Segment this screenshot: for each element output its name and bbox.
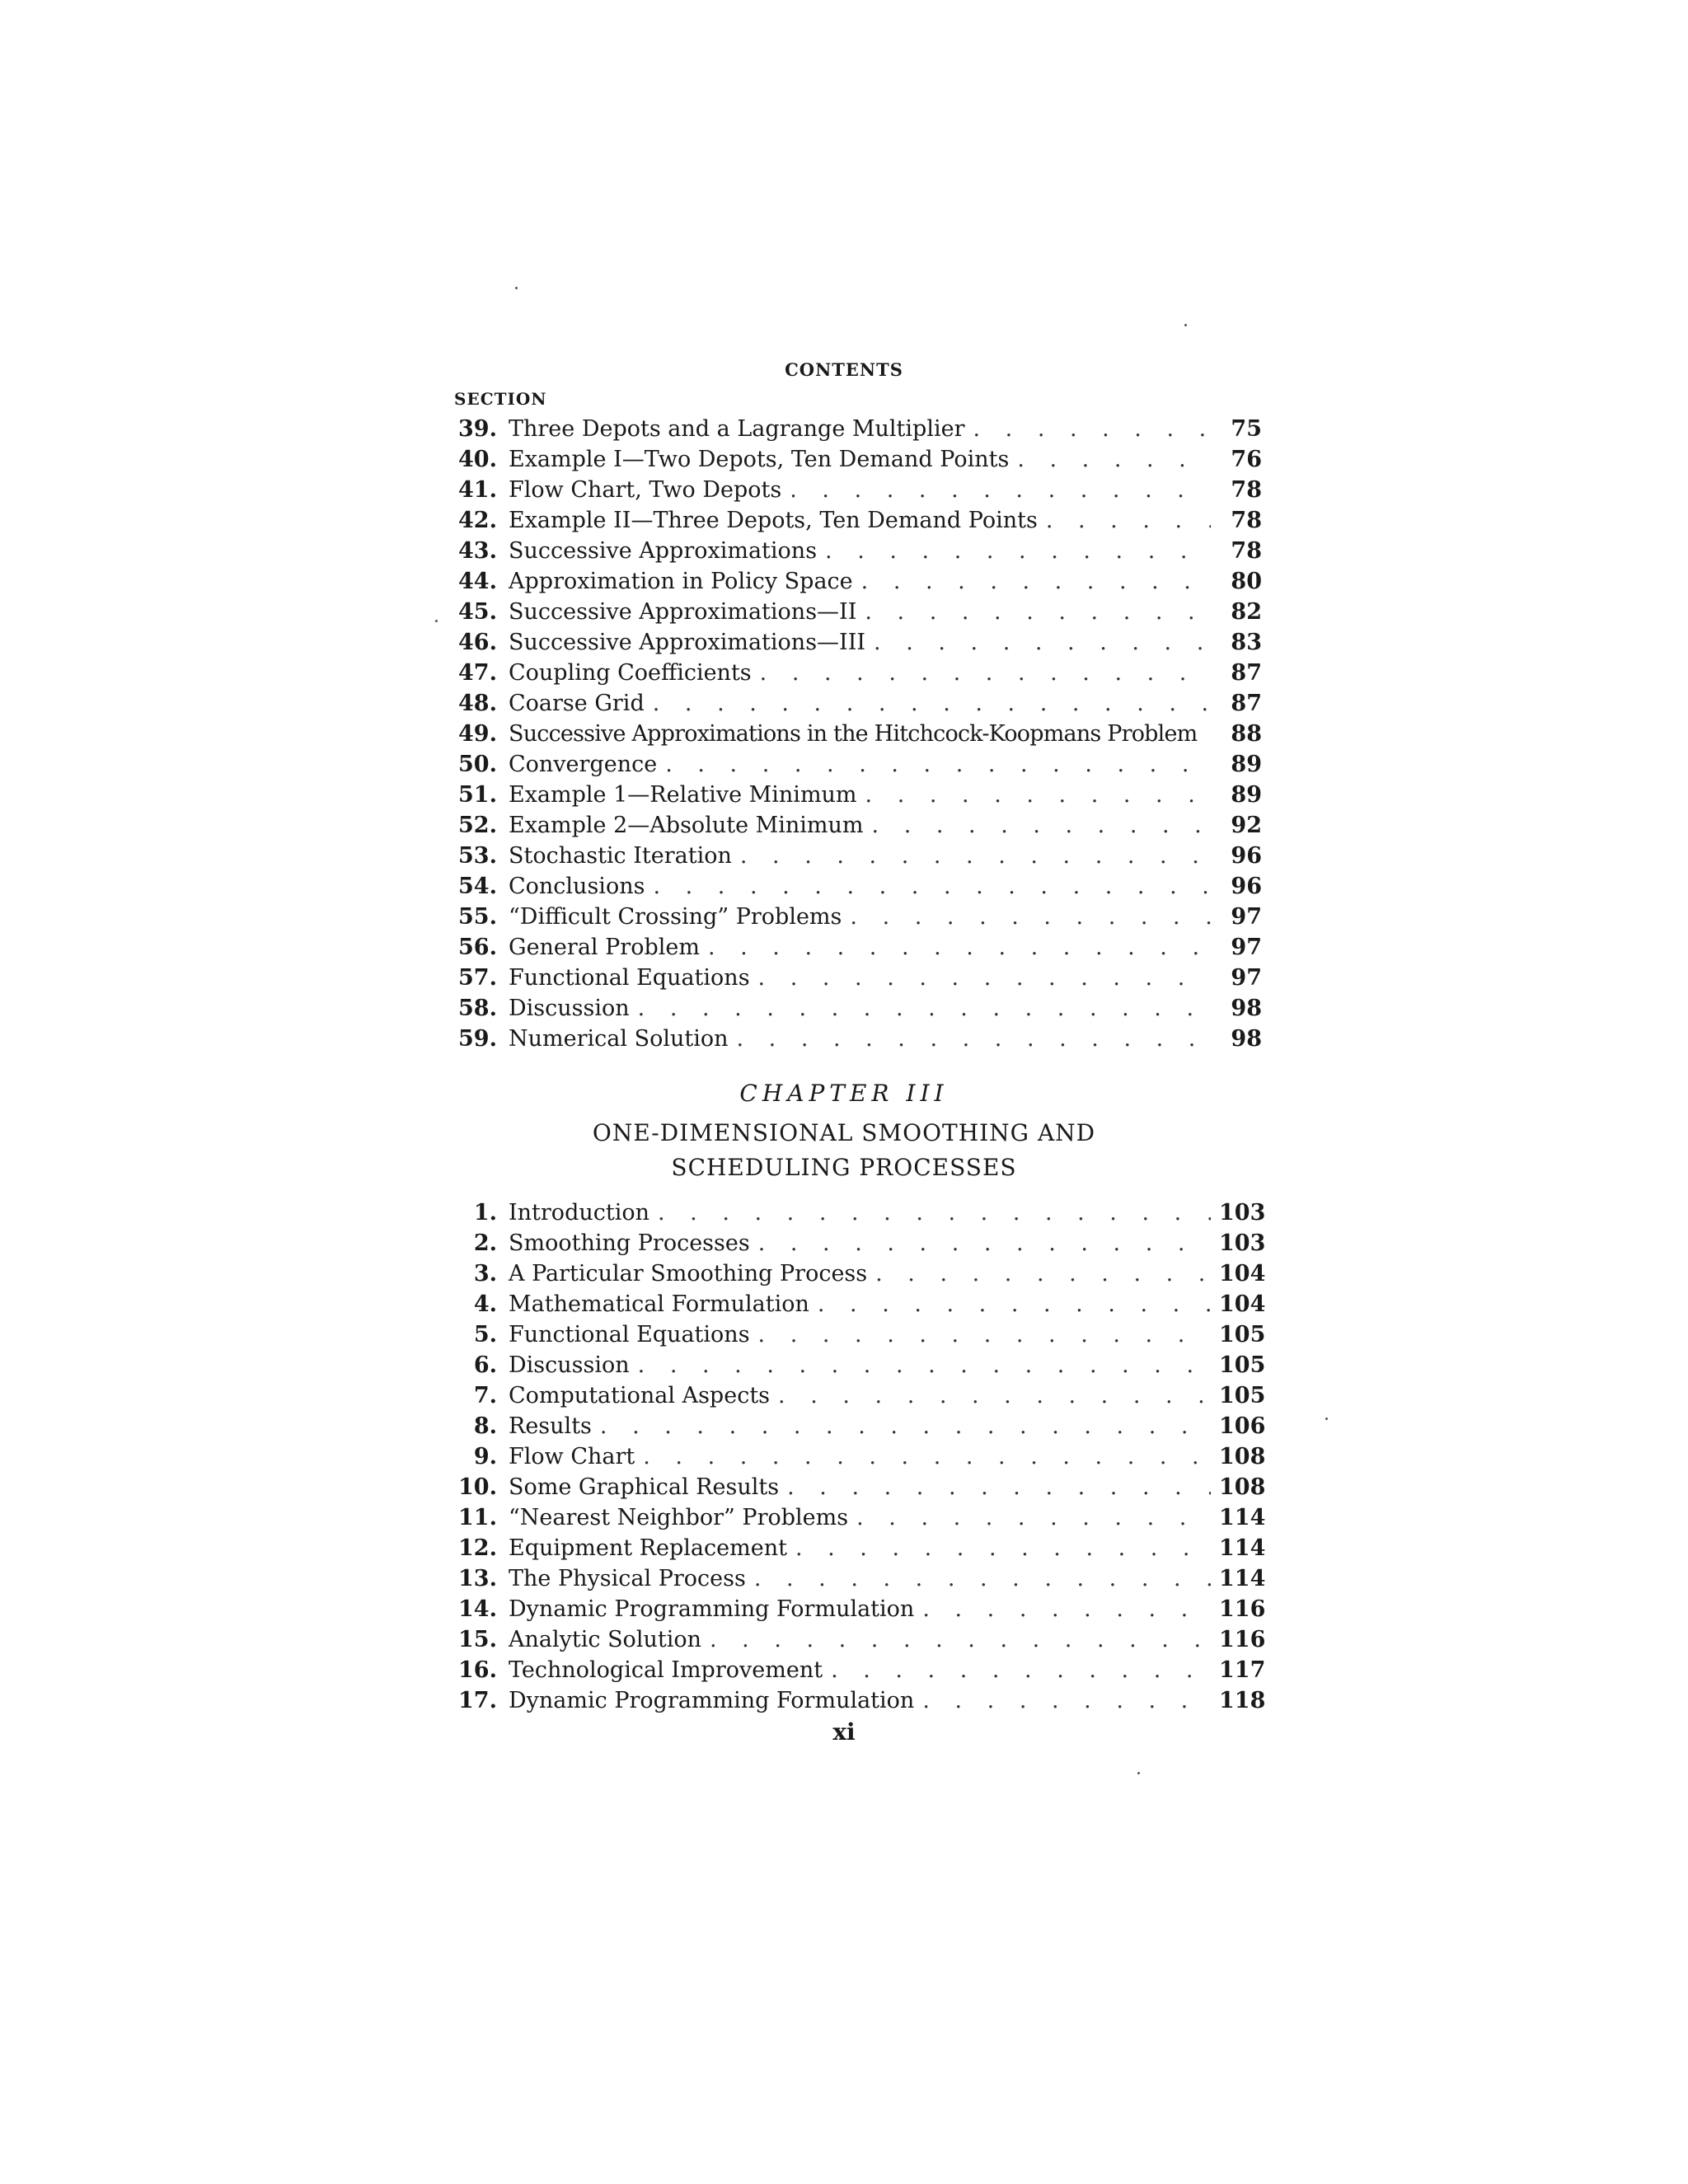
entry-number: 45.: [458, 599, 497, 625]
toc-entry: [454, 688, 1262, 719]
dot-leader: [825, 536, 1211, 566]
entry-title: Three Depots and a Lagrange Multiplier: [509, 416, 965, 442]
entry-page: 106: [1219, 1413, 1266, 1439]
dot-leader: [740, 841, 1211, 871]
entry-title: The Physical Process: [509, 1566, 746, 1591]
entry-title: Flow Chart, Two Depots: [509, 477, 782, 503]
entry-page: 105: [1219, 1322, 1266, 1347]
entry-page: 75: [1231, 416, 1262, 442]
entry-number: 47.: [458, 660, 497, 686]
entry-title: Analytic Solution: [509, 1627, 701, 1652]
entry-page: 118: [1219, 1688, 1266, 1713]
dot-leader: [778, 1380, 1211, 1411]
entry-page: 105: [1219, 1352, 1266, 1378]
entry-title: General Problem: [509, 935, 700, 960]
dot-leader: [638, 993, 1211, 1024]
entry-number: 53.: [458, 843, 497, 869]
entry-number: 56.: [458, 935, 497, 960]
dot-leader: [787, 1472, 1211, 1502]
entry-page: 114: [1219, 1505, 1266, 1530]
entry-page: 80: [1231, 569, 1262, 594]
entry-title: Example II—Three Depots, Ten Demand Points: [509, 508, 1038, 533]
toc-entry: [454, 1228, 1266, 1258]
entry-number: 12.: [458, 1535, 497, 1561]
toc-entry: [454, 1685, 1266, 1716]
entry-title: Smoothing Processes: [509, 1230, 750, 1256]
entry-page: 103: [1219, 1200, 1266, 1226]
toc-entry: [454, 1024, 1262, 1054]
entry-page: 87: [1231, 660, 1262, 686]
toc-entry: [454, 719, 1262, 749]
entry-page: 96: [1231, 843, 1262, 869]
entry-number: 49.: [458, 721, 497, 747]
entry-number: 54.: [458, 874, 497, 899]
dot-leader: [973, 414, 1211, 444]
entry-page: 89: [1231, 782, 1262, 808]
entry-page: 97: [1231, 935, 1262, 960]
dot-leader: [708, 932, 1211, 963]
entry-title: “Difficult Crossing” Problems: [509, 904, 842, 930]
entry-page: 98: [1231, 996, 1262, 1021]
chapter-label: CHAPTER III: [739, 1080, 949, 1107]
entry-page: 87: [1231, 691, 1262, 716]
dot-leader: [638, 1350, 1211, 1380]
dot-leader: [1017, 444, 1211, 475]
entry-page: 76: [1231, 447, 1262, 472]
toc-entry: [454, 780, 1262, 810]
dot-leader: [710, 1624, 1211, 1655]
scan-speck: [1325, 1418, 1328, 1420]
entry-title: Coupling Coefficients: [509, 660, 752, 686]
entry-title: Successive Approximations—III: [509, 630, 866, 655]
entry-number: 39.: [458, 416, 497, 442]
entry-number: 55.: [458, 904, 497, 930]
toc-list-part2: [454, 1197, 1266, 1716]
entry-title: Equipment Replacement: [509, 1535, 787, 1561]
entry-title: Technological Improvement: [509, 1657, 823, 1683]
dot-leader: [865, 597, 1211, 627]
dot-leader: [795, 1533, 1211, 1563]
entry-page: 104: [1219, 1261, 1266, 1286]
entry-page: 108: [1219, 1444, 1266, 1469]
section-label: SECTION: [454, 389, 547, 409]
toc-entry: [454, 536, 1262, 566]
entry-title: Successive Approximations: [509, 538, 818, 564]
toc-entry: [454, 444, 1262, 475]
entry-title: Results: [509, 1413, 592, 1439]
entry-page: 116: [1219, 1627, 1266, 1652]
entry-number: 46.: [458, 630, 497, 655]
entry-page: 114: [1219, 1566, 1266, 1591]
entry-number: 51.: [458, 782, 497, 808]
entry-number: 50.: [458, 752, 497, 777]
entry-title: Stochastic Iteration: [509, 843, 732, 869]
dot-leader: [653, 871, 1211, 902]
entry-number: 42.: [458, 508, 497, 533]
entry-page: 82: [1231, 599, 1262, 625]
dot-leader: [790, 475, 1211, 505]
entry-number: 10.: [458, 1474, 497, 1500]
toc-entry: [454, 414, 1262, 444]
entry-number: 17.: [458, 1688, 497, 1713]
toc-entry: [454, 627, 1262, 658]
dot-leader: [831, 1655, 1211, 1685]
toc-entry: [454, 1289, 1266, 1319]
toc-entry: [454, 1594, 1266, 1624]
entry-title: Example I—Two Depots, Ten Demand Points: [509, 447, 1010, 472]
entry-page: 108: [1219, 1474, 1266, 1500]
dot-leader: [600, 1411, 1211, 1441]
entry-title: Mathematical Formulation: [509, 1291, 809, 1317]
entry-title: Flow Chart: [509, 1444, 635, 1469]
chapter-title-line1: ONE-DIMENSIONAL SMOOTHING AND: [592, 1119, 1096, 1146]
entry-number: 1.: [473, 1200, 497, 1226]
entry-number: 52.: [458, 813, 497, 838]
entry-title: Successive Approximations in the Hitchcock-Koopmans Problem: [509, 721, 1198, 747]
entry-number: 41.: [458, 477, 497, 503]
toc-entry: [454, 749, 1262, 780]
dot-leader: [872, 810, 1211, 841]
entry-number: 7.: [473, 1383, 497, 1408]
entry-title: Approximation in Policy Space: [509, 569, 853, 594]
dot-leader: [758, 963, 1211, 993]
entry-title: “Nearest Neighbor” Problems: [509, 1505, 849, 1530]
entry-number: 48.: [458, 691, 497, 716]
entry-title: Example 1—Relative Minimum: [509, 782, 857, 808]
entry-number: 11.: [458, 1505, 497, 1530]
dot-leader: [922, 1594, 1211, 1624]
entry-number: 9.: [473, 1444, 497, 1469]
dot-leader: [665, 749, 1211, 780]
entry-page: 103: [1219, 1230, 1266, 1256]
dot-leader: [818, 1289, 1211, 1319]
toc-entry: [454, 1563, 1266, 1594]
entry-number: 15.: [458, 1627, 497, 1652]
entry-number: 57.: [458, 965, 497, 991]
scan-speck: [515, 287, 518, 289]
toc-entry: [454, 810, 1262, 841]
entry-number: 44.: [458, 569, 497, 594]
dot-leader: [856, 1502, 1211, 1533]
entry-number: 6.: [473, 1352, 497, 1378]
entry-title: Functional Equations: [509, 965, 750, 991]
entry-page: 88: [1231, 721, 1262, 747]
entry-page: 116: [1219, 1596, 1266, 1622]
entry-title: Convergence: [509, 752, 658, 777]
entry-title: Discussion: [509, 996, 630, 1021]
toc-entry: [454, 1258, 1266, 1289]
dot-leader: [653, 688, 1211, 719]
dot-leader: [758, 1319, 1211, 1350]
scan-speck: [435, 620, 438, 622]
dot-leader: [658, 1197, 1211, 1228]
entry-page: 104: [1219, 1291, 1266, 1317]
entry-page: 105: [1219, 1383, 1266, 1408]
toc-list-part1: [454, 414, 1262, 1054]
toc-entry: [454, 1655, 1266, 1685]
dot-leader: [760, 658, 1211, 688]
entry-number: 14.: [458, 1596, 497, 1622]
entry-page: 114: [1219, 1535, 1266, 1561]
toc-entry: [454, 475, 1262, 505]
dot-leader: [754, 1563, 1211, 1594]
dot-leader: [874, 627, 1211, 658]
entry-title: Conclusions: [509, 874, 645, 899]
dot-leader: [643, 1441, 1211, 1472]
entry-number: 2.: [473, 1230, 497, 1256]
running-head: CONTENTS: [785, 359, 903, 380]
toc-entry: [454, 566, 1262, 597]
entry-number: 16.: [458, 1657, 497, 1683]
toc-entry: [454, 1441, 1266, 1472]
entry-page: 97: [1231, 965, 1262, 991]
toc-entry: [454, 1502, 1266, 1533]
toc-entry: [454, 658, 1262, 688]
toc-entry: [454, 597, 1262, 627]
entry-page: 117: [1219, 1657, 1266, 1683]
entry-number: 4.: [473, 1291, 497, 1317]
toc-entry: [454, 932, 1262, 963]
scan-speck: [1184, 324, 1187, 326]
entry-page: 92: [1231, 813, 1262, 838]
entry-title: Dynamic Programming Formulation: [509, 1688, 915, 1713]
entry-page: 98: [1231, 1026, 1262, 1052]
toc-entry: [454, 841, 1262, 871]
toc-entry: [454, 963, 1262, 993]
toc-entry: [454, 1319, 1266, 1350]
toc-entry: [454, 505, 1262, 536]
entry-number: 3.: [473, 1261, 497, 1286]
entry-number: 5.: [473, 1322, 497, 1347]
dot-leader: [1046, 505, 1211, 536]
toc-entry: [454, 993, 1262, 1024]
entry-page: 83: [1231, 630, 1262, 655]
toc-entry: [454, 1197, 1266, 1228]
entry-title: Functional Equations: [509, 1322, 750, 1347]
entry-page: 78: [1231, 538, 1262, 564]
entry-title: Discussion: [509, 1352, 630, 1378]
entry-title: Successive Approximations—II: [509, 599, 857, 625]
toc-entry: [454, 871, 1262, 902]
scan-speck: [1137, 1772, 1140, 1774]
toc-entry: [454, 1624, 1266, 1655]
toc-entry: [454, 1533, 1266, 1563]
toc-entry: [454, 1472, 1266, 1502]
entry-title: Dynamic Programming Formulation: [509, 1596, 915, 1622]
toc-entry: [454, 1411, 1266, 1441]
entry-number: 40.: [458, 447, 497, 472]
dot-leader: [850, 902, 1211, 932]
dot-leader: [875, 1258, 1211, 1289]
entry-number: 58.: [458, 996, 497, 1021]
entry-title: Coarse Grid: [509, 691, 645, 716]
chapter-title-line2: SCHEDULING PROCESSES: [671, 1154, 1017, 1181]
entry-title: Some Graphical Results: [509, 1474, 780, 1500]
entry-title: A Particular Smoothing Process: [509, 1261, 868, 1286]
entry-title: Example 2—Absolute Minimum: [509, 813, 864, 838]
entry-page: 96: [1231, 874, 1262, 899]
entry-page: 78: [1231, 477, 1262, 503]
entry-page: 97: [1231, 904, 1262, 930]
dot-leader: [736, 1024, 1211, 1054]
dot-leader: [758, 1228, 1211, 1258]
entry-number: 43.: [458, 538, 497, 564]
toc-entry: [454, 902, 1262, 932]
toc-entry: [454, 1350, 1266, 1380]
entry-page: 89: [1231, 752, 1262, 777]
entry-page: 78: [1231, 508, 1262, 533]
dot-leader: [922, 1685, 1211, 1716]
entry-number: 59.: [458, 1026, 497, 1052]
page-folio: xi: [832, 1718, 856, 1746]
entry-number: 13.: [458, 1566, 497, 1591]
entry-title: Computational Aspects: [509, 1383, 771, 1408]
entry-title: Introduction: [509, 1200, 649, 1226]
entry-title: Numerical Solution: [509, 1026, 729, 1052]
dot-leader: [865, 780, 1211, 810]
toc-entry: [454, 1380, 1266, 1411]
entry-number: 8.: [473, 1413, 497, 1439]
dot-leader: [861, 566, 1211, 597]
